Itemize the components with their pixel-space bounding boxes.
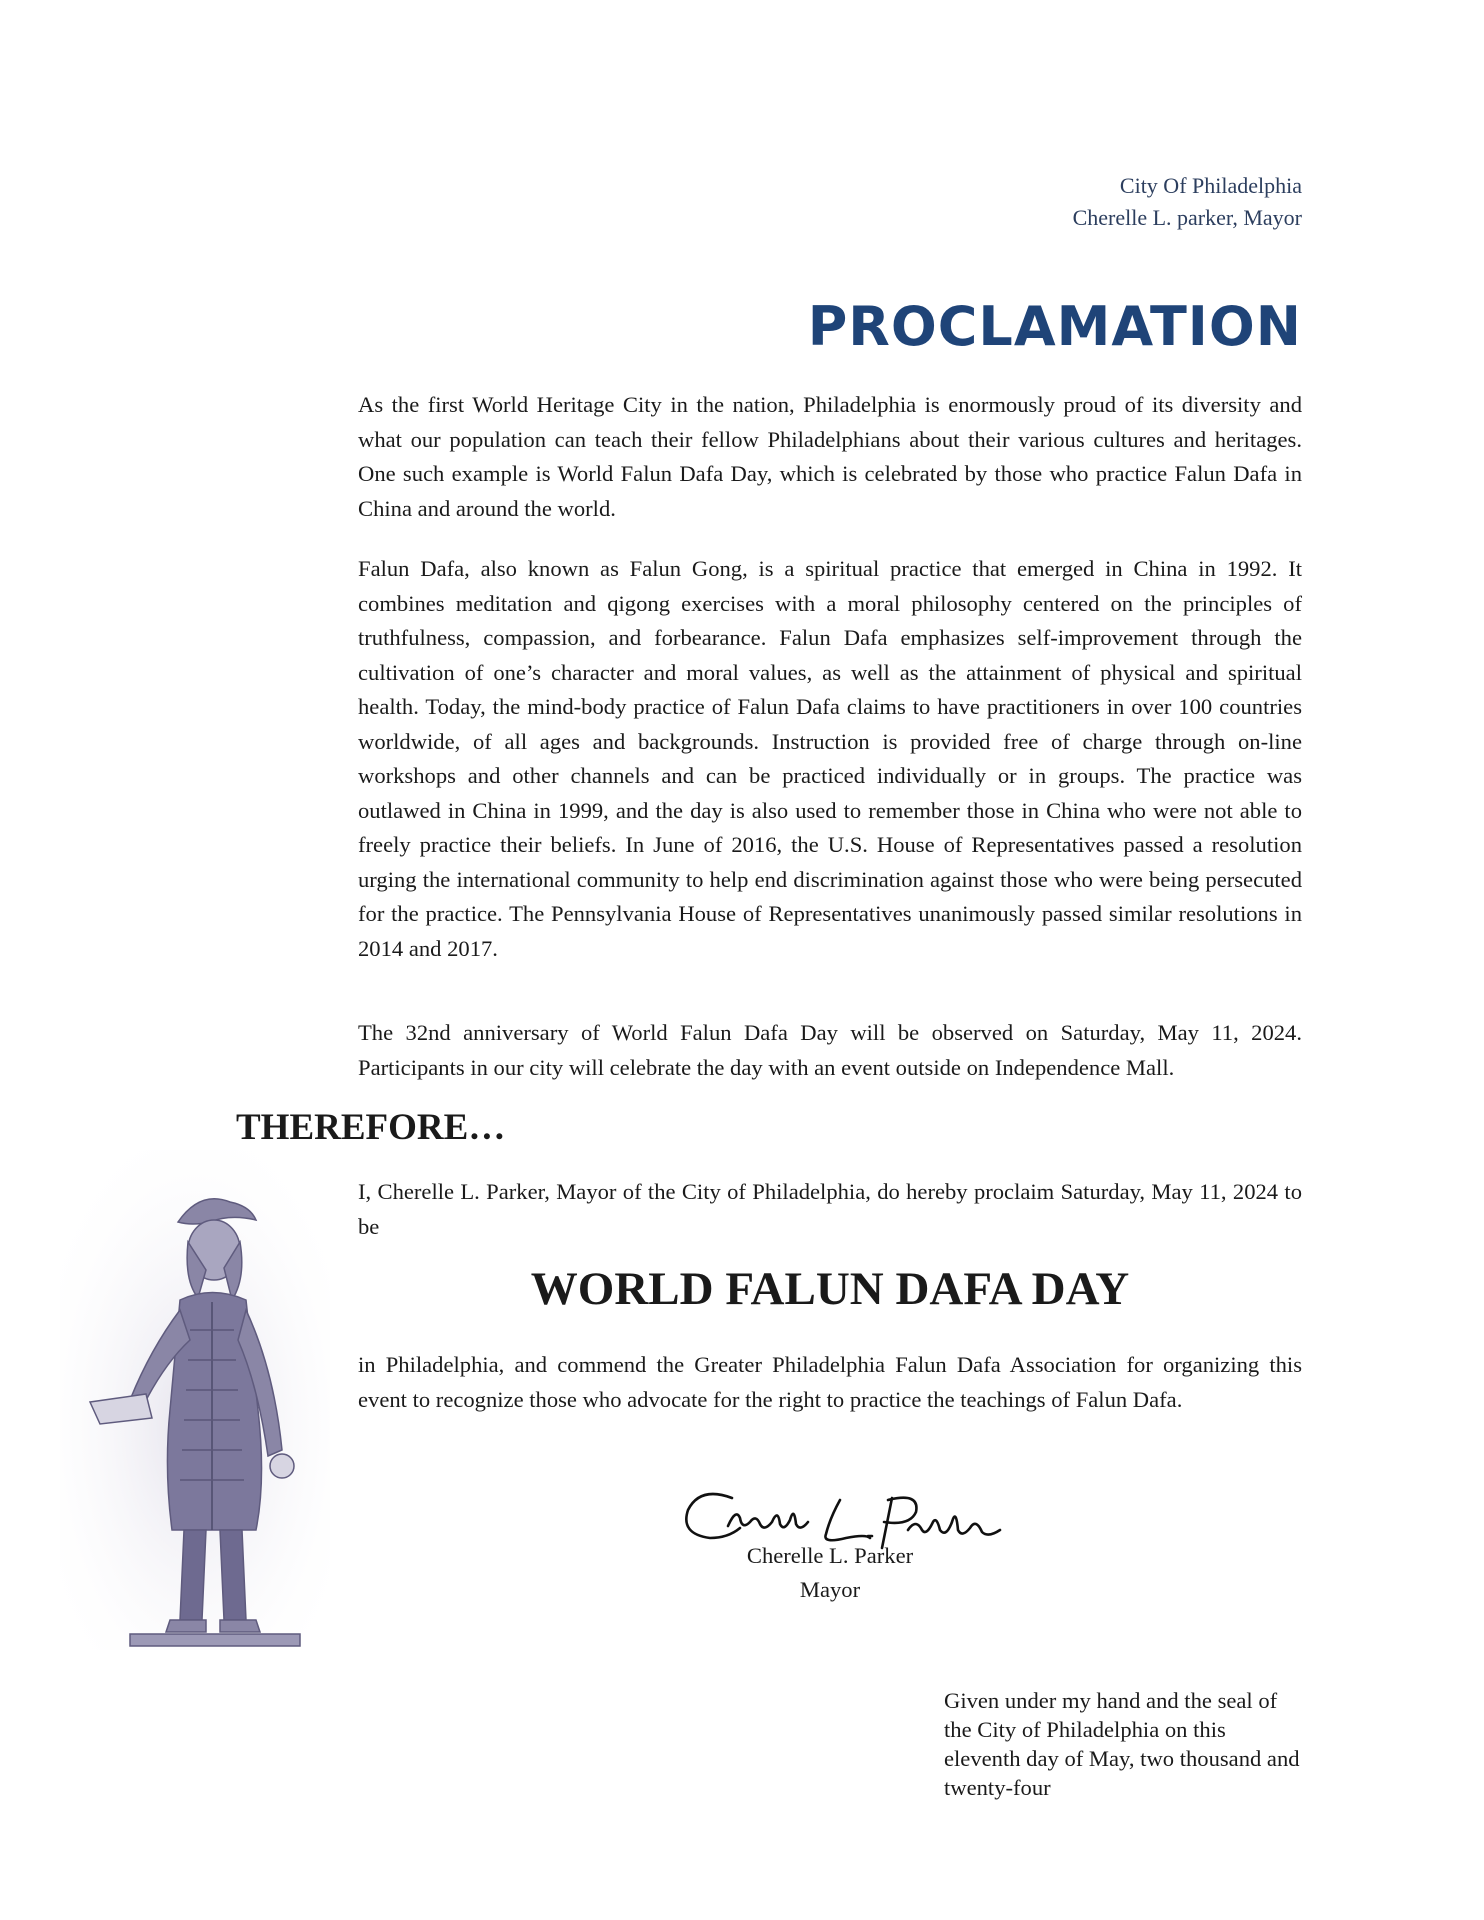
given-under-hand-text: Given under my hand and the seal of the City of Philadelphia on this eleventh day of May, two thousand and twenty-four	[944, 1688, 1300, 1800]
city-name: City Of Philadelphia	[1119, 173, 1302, 198]
signatory-name: Cherelle L. Parker	[746, 1543, 914, 1568]
therefore-heading: THEREFORE…	[236, 1107, 506, 1148]
paragraph-proclaim: I, Cherelle L. Parker, Mayor of the City of Philadelphia, do hereby proclaim Saturday, May 11, 2024 to be	[358, 1179, 1302, 1239]
william-penn-statue-icon	[60, 1150, 330, 1650]
letterhead	[1073, 170, 1302, 234]
document-title: PROCLAMATION	[807, 295, 1302, 358]
paragraph-intro: As the first World Heritage City in the nation, Philadelphia is enormously proud of its diversity and what our population can teach their fellow Philadelphians about their various cultures and heritages. One such example is World Falun Dafa Day, which is celebrated by those who practice Falun Dafa in China and around the world.	[358, 392, 1302, 521]
paragraph-about-falun-dafa: Falun Dafa, also known as Falun Gong, is a spiritual practice that emerged in China in 1992. It combines meditation and qigong exercises with a moral philosophy centered on the principles of truthfulness, compassion, and forbearance. Falun Dafa emphasizes self-improvement through the cultivation of one’s character and moral values, as well as the attainment of physical and spiritual health. Today, the mind-body practice of Falun Dafa claims to have practitioners in over 100 countries worldwide, of all ages and backgrounds. Instruction is provided free of charge through on-line workshops and other channels and can be practiced individually or in groups. The practice was outlawed in China in 1999, and the day is also used to remember those in China who were not able to freely practice their beliefs. In June of 2016, the U.S. House of Representatives passed a resolution urging the international community to help end discrimination against those who were being persecuted for the practice. The Pennsylvania House of Representatives unanimously passed similar resolutions in 2014 and 2017.	[358, 556, 1302, 961]
paragraph-anniversary: The 32nd anniversary of World Falun Dafa Day will be observed on Saturday, May 11, 2024. Participants in our city will celebrate the day with an event outside on Independence Mall.	[358, 1020, 1302, 1080]
signatory-title: Mayor	[799, 1577, 861, 1602]
mayor-name-line: Cherelle L. parker, Mayor	[1072, 205, 1302, 230]
proclaimed-day-title: WORLD FALUN DAFA DAY	[530, 1263, 1130, 1315]
paragraph-closing: in Philadelphia, and commend the Greater Philadelphia Falun Dafa Association for organizing this event to recognize those who advocate for the right to practice the teachings of Falun Dafa.	[358, 1352, 1302, 1412]
